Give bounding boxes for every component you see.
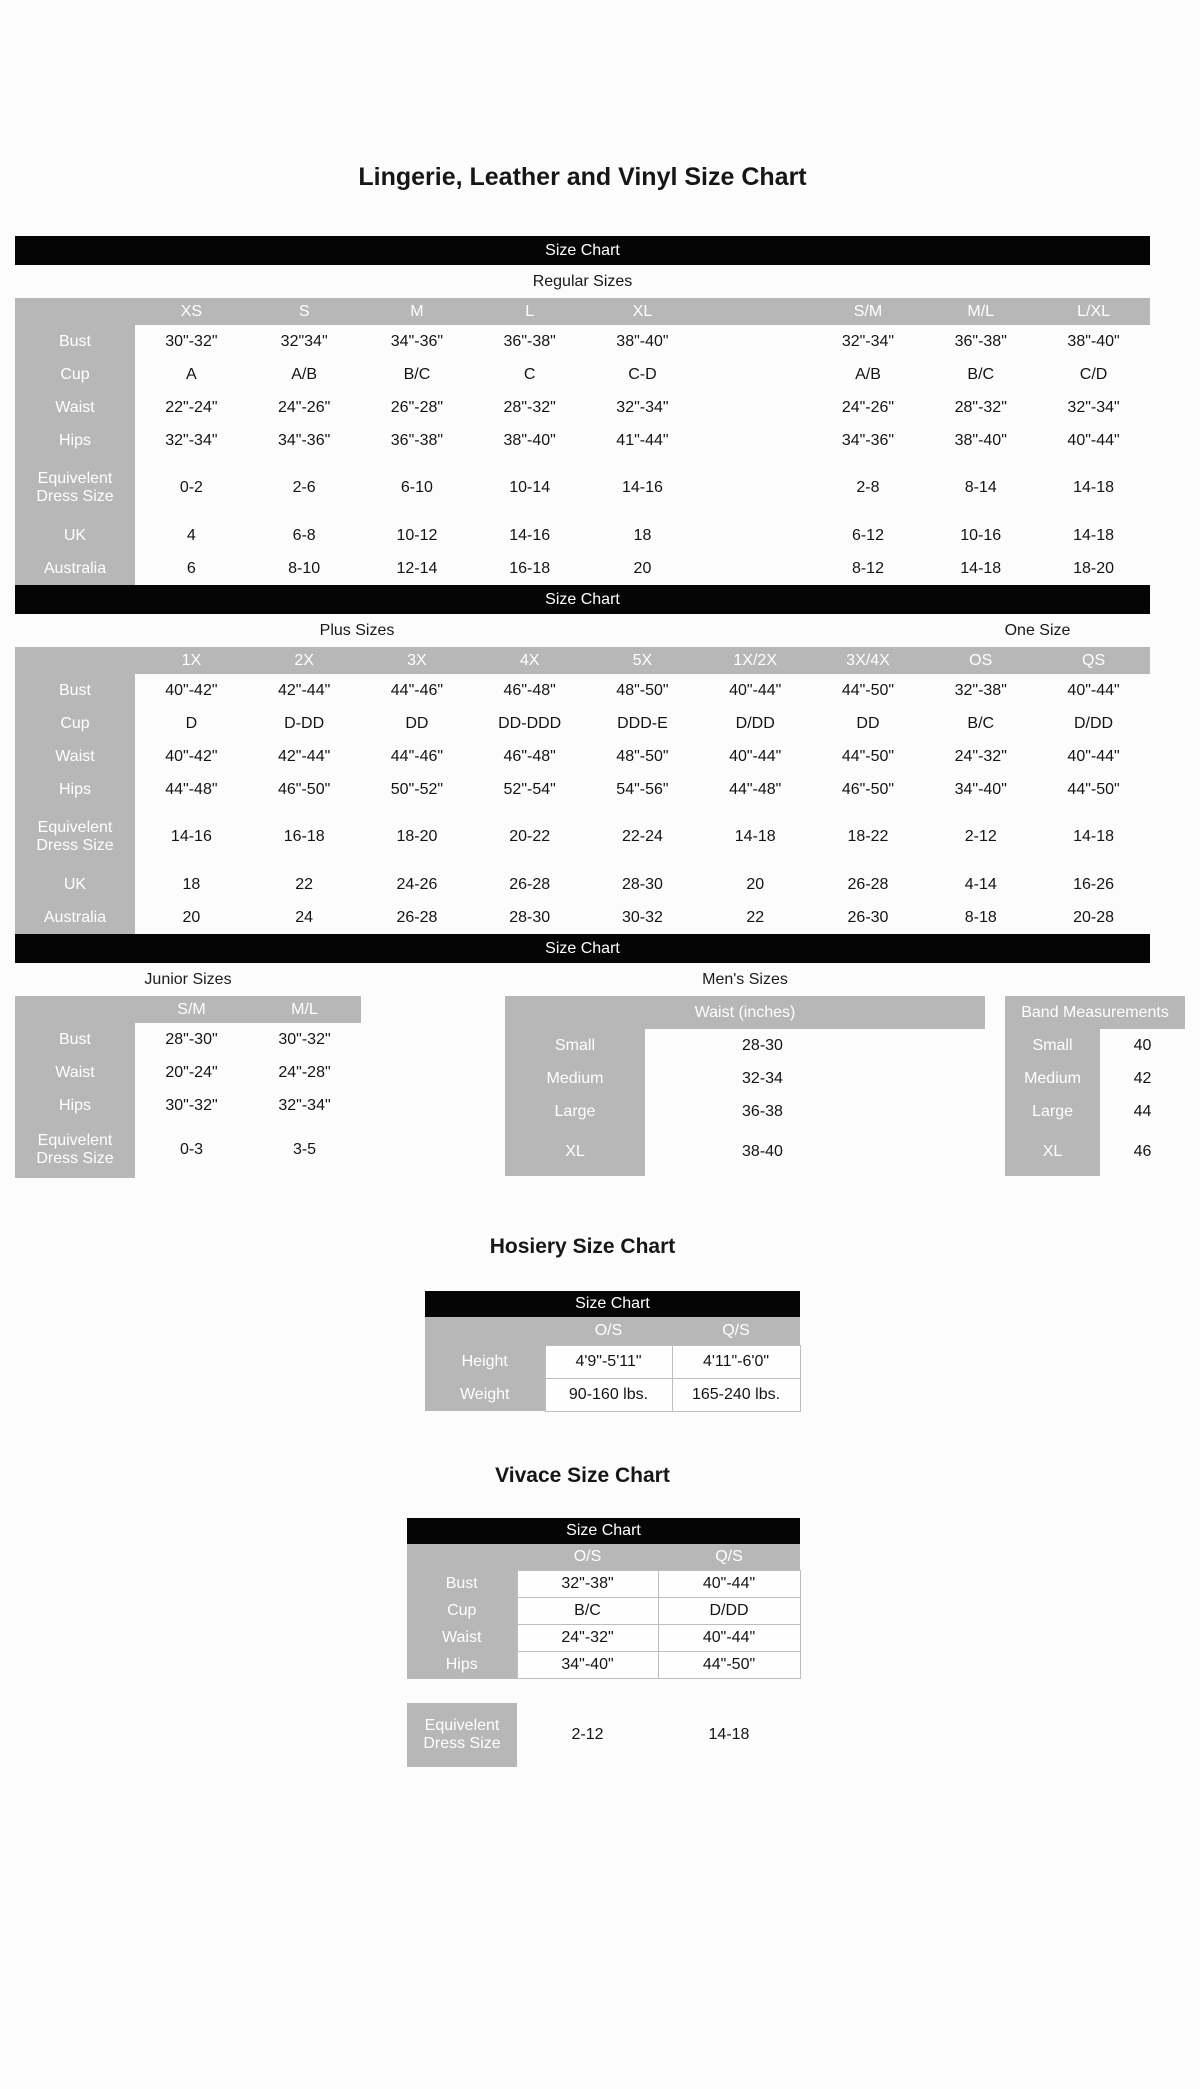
table-row xyxy=(1005,1095,1185,1128)
size-cell: 42"-44" xyxy=(278,747,331,765)
corner-cell xyxy=(15,298,135,325)
size-cell: 16-18 xyxy=(509,559,551,577)
size-cell xyxy=(699,325,812,358)
vivace-title: Vivace Size Chart xyxy=(495,1463,670,1487)
table-row xyxy=(15,325,1150,358)
row-label: Waist xyxy=(15,391,135,424)
size-cell: 20"-24" xyxy=(165,1063,218,1081)
size-cell: 46 xyxy=(1133,1143,1152,1160)
table-row xyxy=(505,1095,985,1128)
size-cell: 38"-40" xyxy=(503,431,556,449)
size-cell: 30"-32" xyxy=(278,1030,331,1048)
table-row xyxy=(407,1571,800,1598)
size-cell: A/B xyxy=(291,365,318,383)
table-row xyxy=(15,552,1150,585)
row-label: XL xyxy=(505,1128,645,1176)
size-cell: 40"-44" xyxy=(1067,681,1120,699)
size-cell: 165-240 lbs. xyxy=(672,1378,800,1411)
regular-sizes-table xyxy=(15,298,1150,585)
size-cell: 50"-52" xyxy=(390,780,444,798)
size-chart-bar: Size Chart xyxy=(15,236,1150,265)
subtitle-spacer xyxy=(699,614,925,647)
table-row xyxy=(425,1345,800,1378)
size-cell: 6-12 xyxy=(851,526,884,544)
column-header: QS xyxy=(1037,647,1150,674)
row-label: Bust xyxy=(407,1571,517,1598)
table-row xyxy=(15,424,1150,457)
size-cell: 36"-38" xyxy=(954,332,1007,350)
size-cell: 26"-28" xyxy=(390,398,444,416)
size-cell: 40"-44" xyxy=(729,747,782,765)
size-cell: 22 xyxy=(295,875,314,893)
size-cell: 32"-34" xyxy=(278,1096,331,1114)
table-row xyxy=(505,1062,985,1095)
size-cell: 28-30 xyxy=(621,875,663,893)
size-cell: 24-26 xyxy=(396,875,438,893)
size-cell: 14-18 xyxy=(1073,479,1115,496)
table-row xyxy=(15,1023,361,1056)
row-label: Bust xyxy=(15,674,135,707)
size-cell: 0-2 xyxy=(179,479,203,496)
row-label: Small xyxy=(505,1029,645,1062)
size-cell: 18-22 xyxy=(847,828,889,845)
column-header: M/L xyxy=(248,996,361,1023)
row-label: Cup xyxy=(15,707,135,740)
size-cell: 16-26 xyxy=(1073,875,1115,893)
size-cell: 40"-44" xyxy=(729,681,782,699)
table-row xyxy=(407,1598,800,1625)
row-label: Cup xyxy=(15,358,135,391)
size-cell: C-D xyxy=(628,365,657,383)
size-cell: 2-8 xyxy=(856,479,880,496)
row-label: Hips xyxy=(15,773,135,806)
column-header: M xyxy=(361,298,474,325)
size-cell: 22-24 xyxy=(621,828,663,845)
size-cell: 36"-38" xyxy=(390,431,444,449)
size-cell: B/C xyxy=(403,365,431,383)
size-cell: 32"-34" xyxy=(165,431,218,449)
size-cell: 42"-44" xyxy=(278,681,331,699)
size-cell: 34"-36" xyxy=(278,431,331,449)
subtitle-spacer xyxy=(361,963,505,996)
section-subtitle: Junior Sizes xyxy=(144,971,232,988)
junior-mens-tables xyxy=(15,996,1169,1178)
mens-waist-table xyxy=(505,996,985,1176)
size-cell: 32"-34" xyxy=(841,332,895,350)
size-cell: 10-14 xyxy=(509,479,551,496)
size-cell: 46"-48" xyxy=(503,747,556,765)
size-cell: 38"-40" xyxy=(1067,332,1120,350)
size-cell: 32"-34" xyxy=(1067,398,1120,416)
size-cell xyxy=(517,1679,658,1703)
size-cell: 44"-50" xyxy=(658,1652,800,1679)
size-cell: DDD-E xyxy=(617,714,668,732)
hosiery-table-container xyxy=(0,1317,1200,1412)
row-label: Equivelent Dress Size xyxy=(15,806,135,868)
size-cell: DD xyxy=(405,714,429,732)
size-cell: 14-18 xyxy=(960,559,1002,577)
size-cell: 90-160 lbs. xyxy=(545,1378,672,1411)
size-cell: 2-6 xyxy=(292,479,316,496)
size-cell: 48"-50" xyxy=(616,681,669,699)
table-row xyxy=(15,740,1150,773)
row-label: Equivelent Dress Size xyxy=(407,1703,517,1767)
size-cell: A/B xyxy=(855,365,881,383)
table-row xyxy=(15,457,1150,519)
section-subtitle-row xyxy=(15,963,1150,996)
size-cell: 32-34 xyxy=(742,1069,783,1087)
column-header: S xyxy=(248,298,361,325)
size-chart-bar: Size Chart xyxy=(15,934,1150,963)
hosiery-size-table xyxy=(425,1317,801,1412)
table-row xyxy=(15,391,1150,424)
column-header: Waist (inches) xyxy=(505,996,985,1029)
column-header: 1X xyxy=(135,647,248,674)
row-label: Bust xyxy=(15,325,135,358)
size-cell: 18-20 xyxy=(1073,559,1115,577)
size-cell: 40 xyxy=(1133,1036,1152,1054)
size-cell: 6 xyxy=(186,559,196,577)
size-cell xyxy=(699,552,812,585)
size-cell: 18 xyxy=(182,875,201,893)
column-header: 1X/2X xyxy=(699,647,812,674)
size-cell: 38-40 xyxy=(742,1143,783,1160)
table-row xyxy=(15,868,1150,901)
row-label: Large xyxy=(1005,1095,1100,1128)
size-cell: 20 xyxy=(633,559,652,577)
row-label: Height xyxy=(425,1345,545,1378)
row-label: Weight xyxy=(425,1378,545,1411)
size-cell: 40"-44" xyxy=(1067,747,1120,765)
row-label: Cup xyxy=(407,1598,517,1625)
size-cell: DD xyxy=(856,714,880,732)
section-subtitle: One Size xyxy=(1004,622,1071,639)
column-header: 3X xyxy=(361,647,474,674)
column-header: S/M xyxy=(812,298,925,325)
table-row xyxy=(407,1679,800,1703)
size-cell: 8-18 xyxy=(964,908,997,926)
mens-band-table xyxy=(1005,996,1185,1176)
row-label: Australia xyxy=(15,552,135,585)
size-cell: 44"-46" xyxy=(390,747,444,765)
size-cell: 26-28 xyxy=(847,875,889,893)
size-cell: 28-30 xyxy=(742,1036,783,1054)
size-cell: 34"-36" xyxy=(390,332,444,350)
column-header: O/S xyxy=(545,1317,672,1345)
row-label: XL xyxy=(1005,1128,1100,1176)
column-header: M/L xyxy=(924,298,1037,325)
size-cell: D-DD xyxy=(284,714,325,732)
column-header: Band Measurements xyxy=(1005,996,1185,1029)
table-row xyxy=(15,773,1150,806)
column-header: S/M xyxy=(135,996,248,1023)
empty-cell xyxy=(880,1062,985,1095)
table-row xyxy=(15,1089,361,1122)
size-cell: 4'11"-6'0" xyxy=(672,1345,800,1378)
size-cell: 44"-48" xyxy=(165,780,218,798)
size-cell: 6-8 xyxy=(292,526,316,544)
row-label: Equivelent Dress Size xyxy=(15,457,135,519)
table-row xyxy=(15,1056,361,1089)
size-cell: 46"-50" xyxy=(278,780,331,798)
row-label: Hips xyxy=(15,1089,135,1122)
table-row xyxy=(1005,1062,1185,1095)
size-cell: 40"-44" xyxy=(658,1571,800,1598)
table-row xyxy=(425,1378,800,1411)
column-header: Q/S xyxy=(672,1317,800,1345)
size-cell: 46"-50" xyxy=(841,780,895,798)
size-cell: 6-10 xyxy=(400,479,433,496)
size-cell: 46"-48" xyxy=(503,681,556,699)
size-cell: 44"-50" xyxy=(841,747,895,765)
size-cell: 36-38 xyxy=(742,1102,783,1120)
size-chart-document xyxy=(0,162,1200,1767)
section-subtitle: Plus Sizes xyxy=(319,622,395,639)
vivace-size-table xyxy=(407,1544,801,1767)
size-cell: 34"-40" xyxy=(517,1652,658,1679)
size-cell: 18 xyxy=(633,526,652,544)
row-label: Small xyxy=(1005,1029,1100,1062)
size-cell: 0-3 xyxy=(179,1141,204,1158)
size-cell: 24"-26" xyxy=(841,398,895,416)
size-cell: 20-22 xyxy=(509,828,551,845)
size-cell: 20-28 xyxy=(1073,908,1115,926)
size-cell: 14-18 xyxy=(708,1725,750,1743)
corner-cell xyxy=(425,1317,545,1345)
table-row xyxy=(15,358,1150,391)
row-label: UK xyxy=(15,868,135,901)
column-header: 2X xyxy=(248,647,361,674)
size-cell: 34"-36" xyxy=(841,431,895,449)
row-label: Medium xyxy=(505,1062,645,1095)
table-row xyxy=(15,707,1150,740)
size-cell: 40"-44" xyxy=(1067,431,1120,449)
section-subtitle-row xyxy=(15,614,1150,647)
table-row xyxy=(15,806,1150,868)
column-header xyxy=(699,298,812,325)
size-cell: 40"-44" xyxy=(658,1625,800,1652)
size-cell: D xyxy=(185,714,198,732)
lingerie-size-chart xyxy=(15,236,1169,1178)
size-cell: B/C xyxy=(967,365,995,383)
size-cell: D/DD xyxy=(658,1598,800,1625)
table-row xyxy=(505,1029,985,1062)
size-cell xyxy=(699,457,812,519)
size-cell: C xyxy=(523,365,536,383)
size-cell: 10-16 xyxy=(960,526,1002,544)
corner-cell xyxy=(15,996,135,1023)
size-cell: 20 xyxy=(746,875,765,893)
size-cell: 24 xyxy=(295,908,314,926)
size-cell: B/C xyxy=(967,714,995,732)
size-cell xyxy=(658,1679,800,1703)
row-label: Waist xyxy=(407,1625,517,1652)
size-cell: 22 xyxy=(746,908,765,926)
row-label xyxy=(407,1679,517,1703)
table-row xyxy=(15,519,1150,552)
size-cell: 40"-42" xyxy=(165,681,218,699)
column-header: L/XL xyxy=(1037,298,1150,325)
size-cell: 32"-38" xyxy=(954,681,1007,699)
size-cell: 2-12 xyxy=(964,828,997,845)
size-cell: 4'9"-5'11" xyxy=(545,1345,672,1378)
empty-cell xyxy=(880,1128,985,1176)
size-cell: 30"-32" xyxy=(165,332,218,350)
table-row xyxy=(15,1122,361,1178)
size-cell: 20 xyxy=(182,908,201,926)
size-cell: 4 xyxy=(186,526,196,544)
size-cell: 8-14 xyxy=(964,479,997,496)
page-title: Lingerie, Leather and Vinyl Size Chart xyxy=(358,163,807,191)
empty-cell xyxy=(880,1095,985,1128)
size-cell: 32"34" xyxy=(280,332,328,350)
column-header: 5X xyxy=(586,647,699,674)
row-label: Equivelent Dress Size xyxy=(15,1122,135,1178)
column-header: XS xyxy=(135,298,248,325)
size-cell xyxy=(699,519,812,552)
size-cell: 16-18 xyxy=(283,828,325,845)
junior-sizes-table xyxy=(15,996,361,1178)
size-cell: 44"-50" xyxy=(841,681,895,699)
size-cell: 32"-38" xyxy=(517,1571,658,1598)
section-subtitle: Men's Sizes xyxy=(702,971,788,988)
size-cell: D/DD xyxy=(735,714,775,732)
row-label: UK xyxy=(15,519,135,552)
row-label: Waist xyxy=(15,740,135,773)
table-row xyxy=(15,674,1150,707)
size-cell: 48"-50" xyxy=(616,747,669,765)
size-cell: 24"-32" xyxy=(517,1625,658,1652)
size-cell: 41"-44" xyxy=(616,431,669,449)
size-cell: 4-14 xyxy=(964,875,997,893)
vivace-table-container xyxy=(0,1544,1200,1767)
table-row xyxy=(1005,1128,1185,1176)
size-cell: 28"-32" xyxy=(954,398,1007,416)
size-cell: 28"-32" xyxy=(503,398,556,416)
column-header: O/S xyxy=(517,1544,658,1571)
size-chart-bar: Size Chart xyxy=(15,585,1150,614)
table-row xyxy=(1005,1029,1185,1062)
empty-cell xyxy=(880,1029,985,1062)
size-cell: DD-DDD xyxy=(498,714,562,732)
size-cell: 30-32 xyxy=(621,908,663,926)
size-cell: 28-30 xyxy=(509,908,551,926)
size-cell: A xyxy=(186,365,197,383)
size-cell: 14-16 xyxy=(509,526,551,544)
column-header: L xyxy=(473,298,586,325)
size-cell: 24"-28" xyxy=(278,1063,331,1081)
plus-sizes-table xyxy=(15,647,1150,934)
row-label: Australia xyxy=(15,901,135,934)
size-cell: 10-12 xyxy=(396,526,438,544)
size-cell: 26-28 xyxy=(396,908,438,926)
size-cell: 38"-40" xyxy=(616,332,669,350)
size-cell: 14-18 xyxy=(1073,526,1115,544)
column-header: OS xyxy=(924,647,1037,674)
size-chart-bar: Size Chart xyxy=(407,1518,800,1544)
size-cell: 26-30 xyxy=(847,908,889,926)
size-cell: D/DD xyxy=(1074,714,1114,732)
size-cell: 3-5 xyxy=(292,1141,317,1158)
row-label: Hips xyxy=(407,1652,517,1679)
size-cell: 28"-30" xyxy=(165,1030,218,1048)
row-label: Hips xyxy=(15,424,135,457)
size-cell: 24"-26" xyxy=(278,398,331,416)
size-cell: C/D xyxy=(1079,365,1108,383)
size-cell: 14-16 xyxy=(621,479,663,496)
section-subtitle: Regular Sizes xyxy=(532,273,633,290)
size-cell: 52"-54" xyxy=(503,780,556,798)
column-header: Q/S xyxy=(658,1544,800,1571)
table-row xyxy=(407,1625,800,1652)
row-label: Large xyxy=(505,1095,645,1128)
size-cell: 44"-48" xyxy=(729,780,782,798)
size-cell: 36"-38" xyxy=(503,332,556,350)
size-cell: 14-16 xyxy=(170,828,212,845)
size-cell xyxy=(699,391,812,424)
size-cell: 26-28 xyxy=(509,875,551,893)
size-cell xyxy=(699,358,812,391)
size-cell: 22"-24" xyxy=(165,398,218,416)
column-header: 3X/4X xyxy=(812,647,925,674)
size-cell: 40"-42" xyxy=(165,747,218,765)
size-cell: 32"-34" xyxy=(616,398,669,416)
size-cell: 14-18 xyxy=(734,828,776,845)
size-cell: 18-20 xyxy=(396,828,438,845)
size-cell: 44"-46" xyxy=(390,681,444,699)
corner-cell xyxy=(15,647,135,674)
size-cell: 44"-50" xyxy=(1067,780,1120,798)
table-row xyxy=(505,1128,985,1176)
size-cell: 14-18 xyxy=(1073,828,1115,845)
row-label: Bust xyxy=(15,1023,135,1056)
column-header: 4X xyxy=(473,647,586,674)
size-chart-bar: Size Chart xyxy=(425,1291,800,1317)
size-cell: B/C xyxy=(517,1598,658,1625)
size-cell: 38"-40" xyxy=(954,431,1007,449)
row-label: Medium xyxy=(1005,1062,1100,1095)
size-cell: 12-14 xyxy=(396,559,438,577)
table-row xyxy=(15,901,1150,934)
size-cell: 54"-56" xyxy=(616,780,669,798)
size-cell: 8-12 xyxy=(851,559,884,577)
size-cell: 30"-32" xyxy=(165,1096,218,1114)
size-cell xyxy=(699,424,812,457)
corner-cell xyxy=(407,1544,517,1571)
column-header: XL xyxy=(586,298,699,325)
size-cell: 8-10 xyxy=(288,559,321,577)
table-row xyxy=(407,1652,800,1679)
table-row xyxy=(407,1703,800,1767)
size-cell: 2-12 xyxy=(571,1725,604,1743)
size-cell: 24"-32" xyxy=(954,747,1007,765)
row-label: Waist xyxy=(15,1056,135,1089)
size-cell: 44 xyxy=(1133,1102,1152,1120)
size-cell: 34"-40" xyxy=(954,780,1007,798)
size-cell: 42 xyxy=(1133,1069,1152,1087)
hosiery-title: Hosiery Size Chart xyxy=(489,1235,676,1258)
